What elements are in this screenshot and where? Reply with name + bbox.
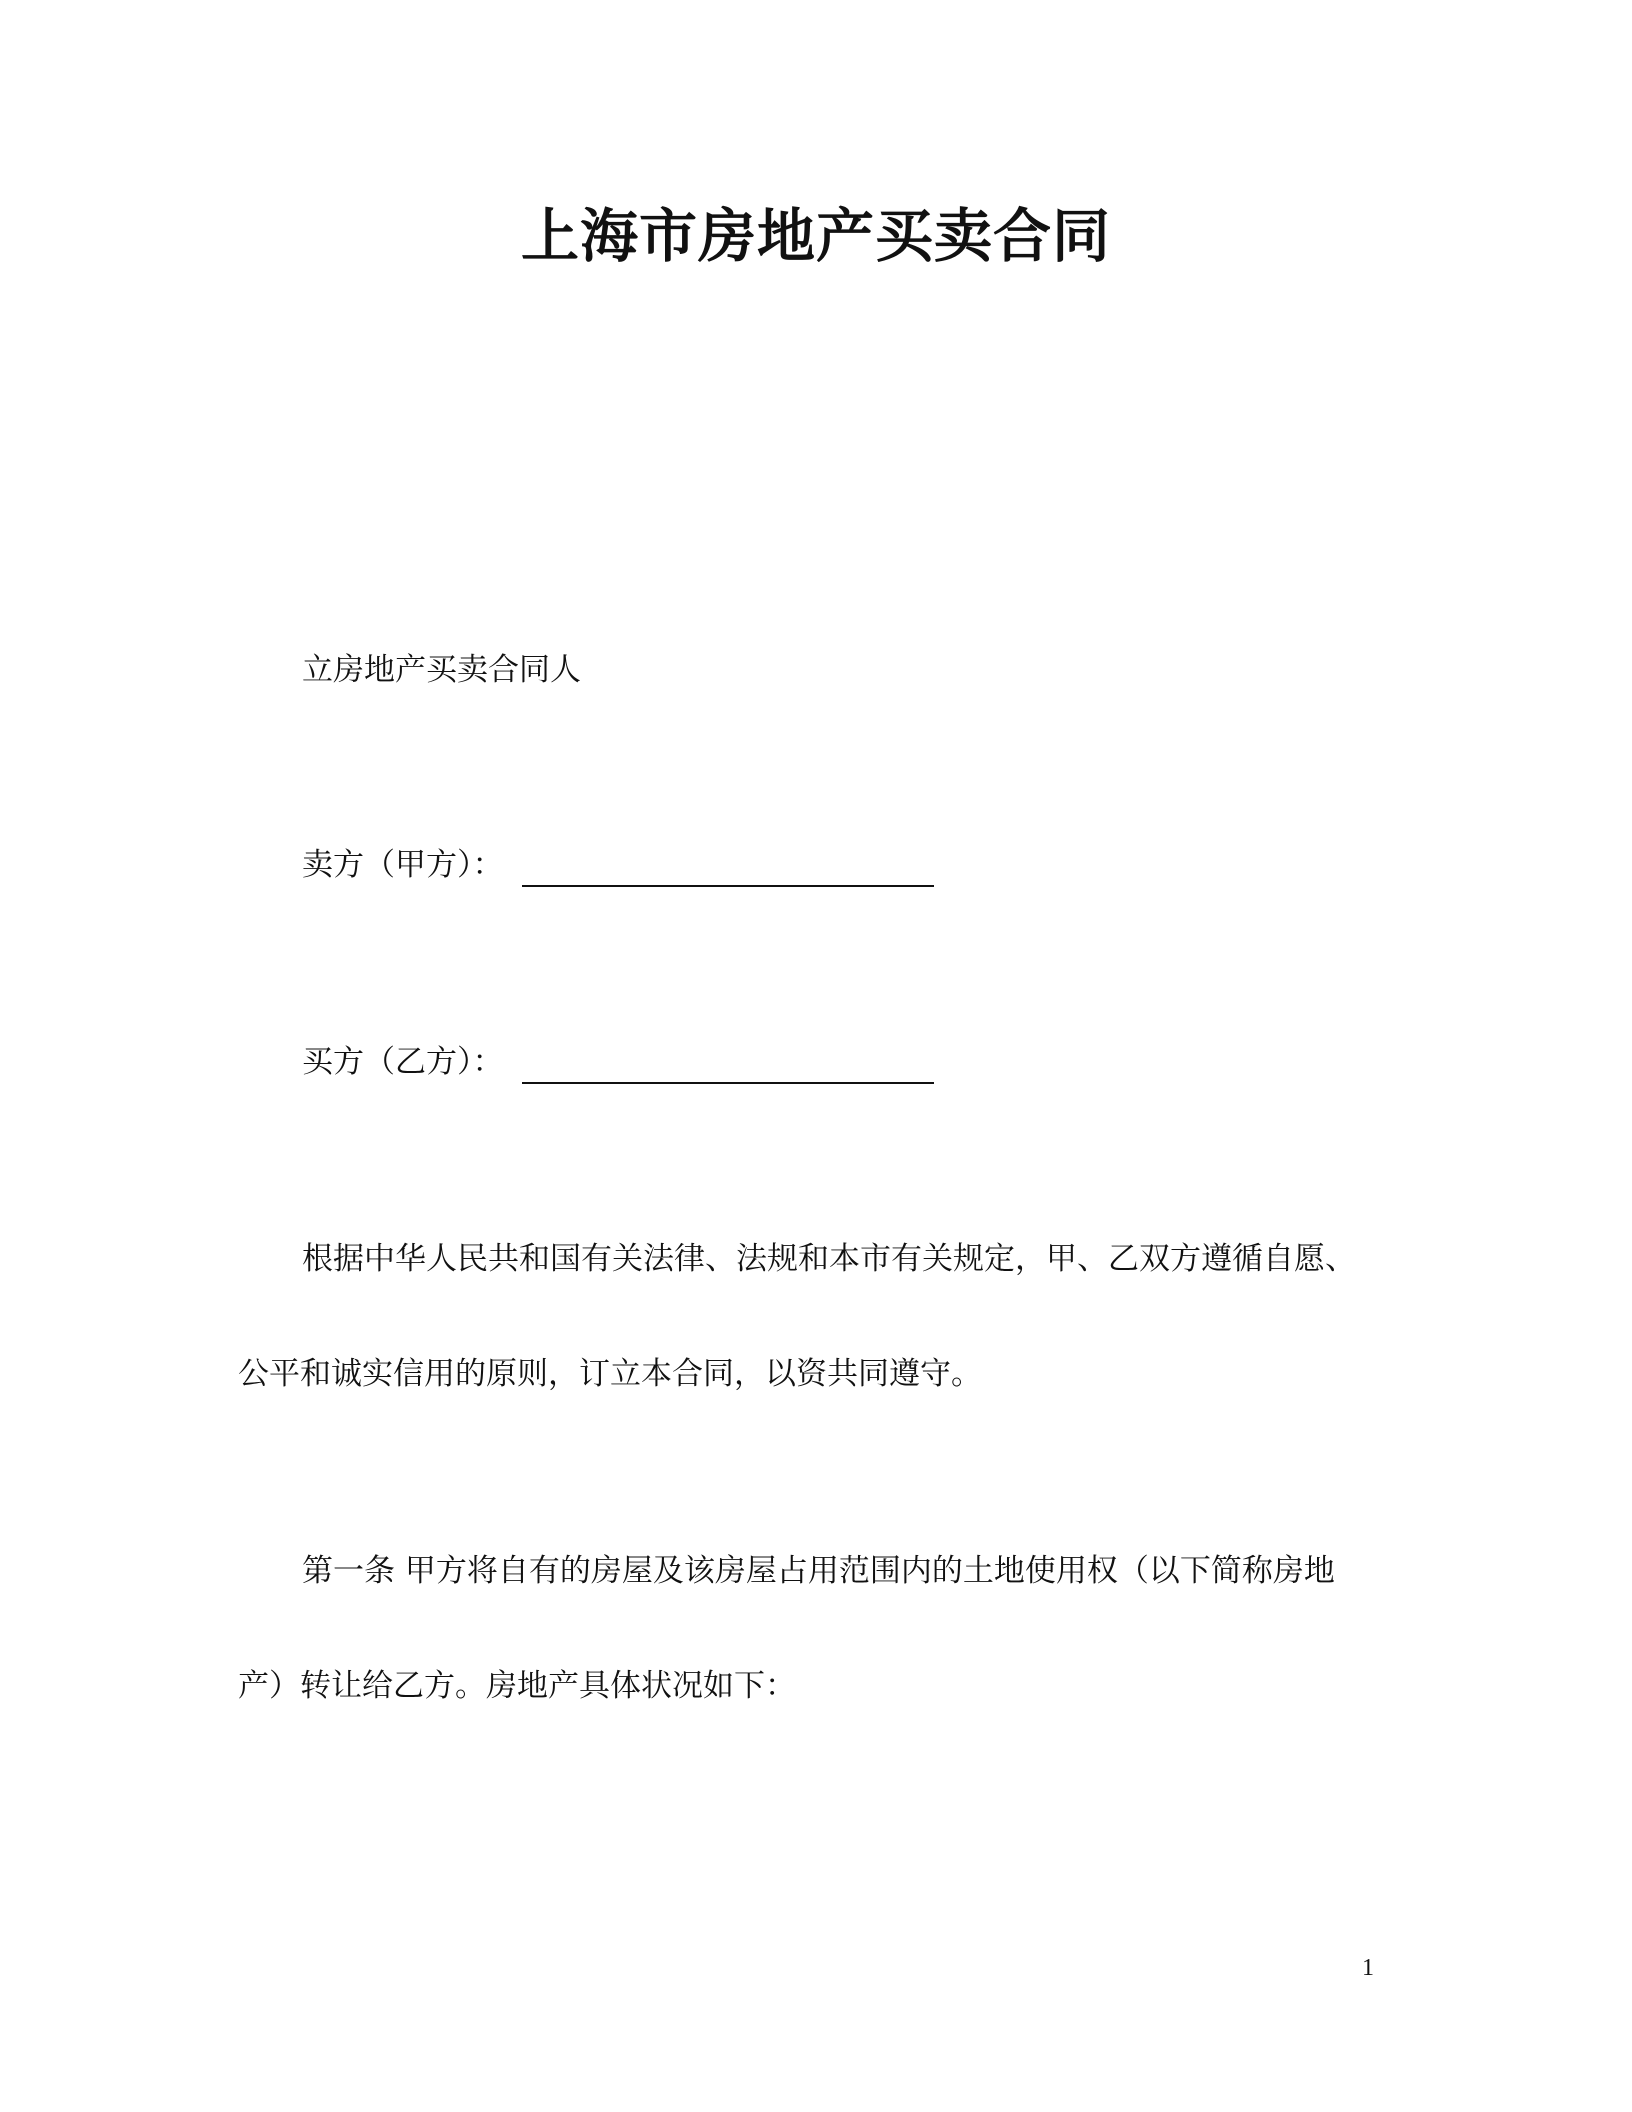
article-1-line-1: 第一条 甲方将自有的房屋及该房屋占用范围内的土地使用权（以下简称房地 (302, 1553, 1335, 1589)
seller-name-blank[interactable] (522, 851, 934, 887)
buyer-label: 买方（乙方）： (302, 1044, 504, 1080)
seller-label: 卖方（甲方）： (302, 847, 504, 883)
parties-heading: 立房地产买卖合同人 (302, 652, 581, 688)
intro-paragraph-line-1: 根据中华人民共和国有关法律、法规和本市有关规定，甲、乙双方遵循自愿、 (302, 1241, 1356, 1277)
intro-paragraph-line-2: 公平和诚实信用的原则，订立本合同，以资共同遵守。 (238, 1356, 982, 1392)
document-title: 上海市房地产买卖合同 (520, 202, 1111, 270)
seller-row (302, 843, 934, 887)
page-number: 1 (1362, 1955, 1374, 1981)
buyer-name-blank[interactable] (522, 1048, 934, 1084)
article-1-line-2: 产）转让给乙方。房地产具体状况如下： (238, 1668, 796, 1704)
buyer-row (302, 1040, 934, 1084)
